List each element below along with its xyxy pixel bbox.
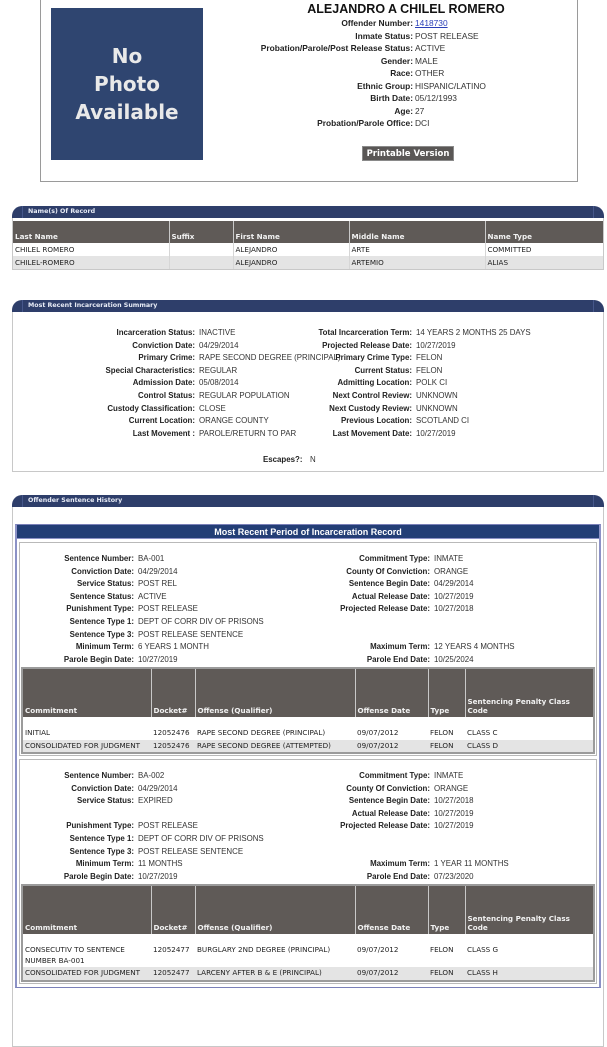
- column-header: Last Name: [13, 221, 169, 243]
- field-value: 6 YEARS 1 MONTH: [138, 642, 209, 652]
- field-label: Minimum Term:: [75, 859, 134, 869]
- field-label: Custody Classification:: [107, 403, 195, 413]
- info-field: [20, 578, 600, 591]
- field-value: POST RELEASE: [415, 30, 479, 41]
- table-cell: [169, 243, 233, 256]
- field-label: Maximum Term:: [370, 859, 430, 869]
- profile-field: [41, 30, 579, 43]
- field-value: INMATE: [434, 554, 464, 563]
- table-cell: FELON: [428, 740, 465, 753]
- info-field: [20, 783, 600, 796]
- field-value: FELON: [416, 353, 443, 363]
- profile-field: [41, 105, 579, 118]
- field-label: Admitting Location:: [337, 378, 412, 388]
- table-row: [13, 243, 603, 256]
- offense-table: [23, 886, 593, 980]
- profile-field: [41, 55, 579, 68]
- table-cell: ALEJANDRO: [233, 243, 349, 256]
- column-header: Type: [428, 669, 465, 717]
- table-cell: CONSECUTIV TO SENTENCE NUMBER BA-001: [25, 945, 125, 965]
- table-cell: 12052476: [153, 728, 190, 737]
- field-label: Sentence Begin Date:: [348, 796, 430, 806]
- field-label: Ethnic Group:: [357, 80, 413, 91]
- field-label: Offender Number:: [341, 18, 413, 28]
- field-value: 10/27/2019: [434, 808, 474, 818]
- incarceration-summary-panel: [12, 300, 604, 472]
- field-label: Primary Crime Type:: [335, 353, 412, 363]
- field-value: POST RELEASE SENTENCE: [138, 846, 244, 856]
- sentence-right-fields: [20, 553, 600, 666]
- profile-field: [41, 17, 579, 30]
- offense-row: [23, 740, 593, 753]
- field-value: ACTIVE: [415, 43, 446, 53]
- field-label: Total Incarceration Term:: [318, 328, 412, 337]
- field-value: 10/27/2019: [434, 821, 474, 831]
- field-label: Last Movement Date:: [332, 428, 412, 438]
- column-header: Offense Date: [355, 886, 428, 934]
- table-cell: FELON: [428, 967, 465, 980]
- field-label: Service Status:: [76, 579, 134, 589]
- info-field: [20, 616, 600, 629]
- offender-profile: [40, 0, 578, 182]
- field-label: Race:: [390, 68, 413, 78]
- field-label: Primary Crime:: [138, 353, 195, 363]
- info-field: [13, 340, 593, 353]
- table-cell: 09/07/2012: [357, 945, 399, 954]
- info-field: [20, 566, 600, 579]
- field-value: EXPIRED: [138, 796, 173, 806]
- info-field: [20, 629, 600, 642]
- panel-title: Offender Sentence History: [28, 497, 123, 504]
- field-value: DEPT OF CORR DIV OF PRISONS: [138, 833, 264, 843]
- names-table: [13, 221, 603, 269]
- field-value: INACTIVE: [199, 328, 236, 337]
- table-cell: 09/07/2012: [355, 967, 428, 980]
- profile-field: [41, 80, 579, 93]
- info-field: [20, 846, 600, 859]
- table-cell: BURGLARY 2ND DEGREE (PRINCIPAL): [197, 945, 331, 954]
- table-cell: CLASS G: [467, 945, 499, 954]
- field-value: PAROLE/RETURN TO PAR: [199, 428, 297, 438]
- column-header: Type: [428, 886, 465, 934]
- info-field: [13, 390, 593, 403]
- names-of-record-panel: [12, 206, 604, 270]
- table-cell: CLASS H: [465, 967, 593, 980]
- field-value: 04/29/2014: [199, 340, 239, 350]
- field-label: Inmate Status:: [355, 30, 413, 41]
- field-label: Parole Begin Date:: [63, 654, 134, 664]
- table-cell: COMMITTED: [485, 243, 603, 256]
- field-label: Last Movement :: [132, 428, 195, 438]
- panel-header: [12, 300, 604, 312]
- profile-fields: [41, 17, 579, 130]
- field-label: Commitment Type:: [359, 554, 430, 563]
- info-field: [20, 654, 600, 667]
- field-label: Sentence Number:: [64, 554, 134, 563]
- field-label: Sentence Number:: [64, 771, 134, 780]
- table-cell: CONSOLIDATED FOR JUDGMENT: [23, 967, 151, 980]
- field-label: Sentence Type 1:: [69, 833, 134, 843]
- escapes-value: N: [310, 455, 316, 464]
- incarceration-record: [15, 524, 601, 988]
- column-header: Sentencing Penalty Class Code: [465, 886, 593, 934]
- field-label: Service Status:: [76, 796, 134, 806]
- info-field: [20, 591, 600, 604]
- field-label: Gender:: [380, 55, 413, 66]
- table-cell: RAPE SECOND DEGREE (ATTEMPTED): [195, 740, 355, 753]
- info-field: [13, 365, 593, 378]
- column-header: Name Type: [485, 221, 603, 243]
- field-value: 10/27/2019: [416, 340, 456, 350]
- photo-text-line: Photo: [94, 72, 160, 96]
- field-value: DCI: [415, 118, 430, 128]
- field-label: Probation/Parole Office:: [317, 118, 413, 128]
- field-label: Parole End Date:: [366, 654, 430, 664]
- table-cell: CLASS C: [467, 728, 498, 737]
- info-field: [20, 833, 600, 846]
- offense-row: [23, 727, 593, 740]
- info-field: [13, 428, 593, 441]
- offense-row: [23, 967, 593, 980]
- field-label: Maximum Term:: [370, 642, 430, 652]
- field-value: ACTIVE: [138, 591, 167, 601]
- column-header: Commitment: [23, 886, 151, 934]
- photo-text-line: Available: [75, 100, 179, 124]
- field-label: Punishment Type:: [66, 821, 134, 831]
- table-cell: 09/07/2012: [357, 728, 399, 737]
- info-field: [20, 858, 600, 871]
- field-label: Sentence Type 3:: [69, 629, 134, 639]
- sentence-record: [19, 759, 597, 984]
- column-header: Offense (Qualifier): [195, 886, 355, 934]
- sentence-fields: [20, 760, 596, 884]
- info-field: [20, 641, 600, 654]
- table-cell: RAPE SECOND DEGREE (PRINCIPAL): [197, 728, 326, 737]
- profile-field: [41, 117, 579, 130]
- field-label: Incarceration Status:: [116, 328, 195, 337]
- panel-title: Name(s) Of Record: [28, 208, 96, 215]
- table-cell: LARCENY AFTER B & E (PRINCIPAL): [195, 967, 355, 980]
- field-label: County Of Conviction:: [346, 783, 430, 793]
- panel-title: Most Recent Incarceration Summary: [28, 302, 158, 309]
- table-cell: ARTE: [349, 243, 485, 256]
- field-value: POLK CI: [416, 378, 448, 388]
- table-cell: FELON: [430, 945, 454, 954]
- printable-version-button[interactable]: Printable Version: [362, 146, 454, 161]
- info-field: [13, 403, 593, 416]
- field-value: UNKNOWN: [416, 403, 458, 413]
- field-label: Sentence Type 1:: [69, 616, 134, 626]
- info-field: [13, 352, 593, 365]
- field-value: 10/25/2024: [434, 654, 474, 664]
- field-value: 04/29/2014: [434, 579, 474, 589]
- field-value: REGULAR POPULATION: [199, 390, 290, 400]
- table-cell: 12052477: [151, 967, 195, 980]
- table-row: [13, 256, 603, 269]
- field-label: Previous Location:: [340, 416, 412, 426]
- field-label: Conviction Date:: [132, 340, 195, 350]
- table-cell: CLASS D: [465, 740, 593, 753]
- info-field: [13, 377, 593, 390]
- field-value: 10/27/2018: [434, 796, 474, 806]
- table-cell: ARTEMIO: [349, 256, 485, 269]
- field-label: Next Control Review:: [332, 390, 412, 400]
- field-value: ORANGE: [434, 783, 469, 793]
- offense-table: [23, 669, 593, 752]
- info-field: [13, 327, 593, 340]
- table-cell: 12052476: [151, 740, 195, 753]
- field-label: Conviction Date:: [71, 566, 134, 576]
- field-value: 10/27/2019: [434, 591, 474, 601]
- field-value: OTHER: [415, 68, 445, 78]
- panel-header: [12, 495, 604, 507]
- escapes-field: [13, 454, 593, 467]
- field-label: Probation/Parole/Post Release Status:: [260, 43, 413, 53]
- table-cell: 09/07/2012: [355, 740, 428, 753]
- record-title: Most Recent Period of Incarceration Record: [17, 525, 599, 539]
- photo-text-line: No: [111, 44, 143, 68]
- field-label: Sentence Type 3:: [69, 846, 134, 856]
- field-label: Actual Release Date:: [351, 808, 430, 818]
- column-header: Offense Date: [355, 669, 428, 717]
- column-header: Offense (Qualifier): [195, 669, 355, 717]
- field-label: Control Status:: [138, 390, 195, 400]
- field-value: 1 YEAR 11 MONTHS: [434, 859, 509, 869]
- profile-field: [41, 92, 579, 105]
- field-label: Current Location:: [128, 416, 195, 426]
- field-value: REGULAR: [199, 365, 238, 375]
- field-label: Projected Release Date:: [340, 821, 430, 831]
- field-value: BA-002: [138, 771, 165, 780]
- field-label: Sentence Begin Date:: [348, 579, 430, 589]
- field-value: SCOTLAND CI: [416, 416, 470, 426]
- column-header: Suffix: [169, 221, 233, 243]
- table-cell: INITIAL: [25, 728, 51, 737]
- field-value: DEPT OF CORR DIV OF PRISONS: [138, 616, 264, 626]
- field-value: POST RELEASE SENTENCE: [138, 629, 244, 639]
- field-value: 10/27/2019: [138, 654, 178, 664]
- field-label: Admission Date:: [132, 378, 195, 388]
- column-header: First Name: [233, 221, 349, 243]
- table-cell: FELON: [430, 728, 454, 737]
- field-value: ORANGE COUNTY: [199, 416, 269, 426]
- field-label: Age:: [394, 105, 413, 116]
- field-value: 27: [415, 105, 425, 116]
- offense-row: [23, 944, 593, 967]
- field-label: Sentence Status:: [69, 591, 134, 601]
- sentence-fields: [20, 543, 596, 667]
- table-cell: CHILEL-ROMERO: [13, 256, 169, 269]
- field-value: INMATE: [434, 771, 464, 780]
- field-value: 12 YEARS 4 MONTHS: [434, 642, 515, 652]
- field-value: 04/29/2014: [138, 783, 178, 793]
- table-cell: CHILEL ROMERO: [15, 245, 75, 254]
- field-value: BA-001: [138, 554, 165, 563]
- column-header: Middle Name: [349, 221, 485, 243]
- info-field: [20, 871, 600, 884]
- field-label: Minimum Term:: [75, 642, 134, 652]
- field-label: Conviction Date:: [71, 783, 134, 793]
- field-label: Special Characteristics:: [105, 365, 195, 375]
- profile-field: [41, 67, 579, 80]
- panel-header: [12, 206, 604, 218]
- field-value: HISPANIC/LATINO: [415, 80, 486, 91]
- field-label: Actual Release Date:: [351, 591, 430, 601]
- field-value: 07/23/2020: [434, 871, 474, 881]
- field-value: MALE: [415, 55, 438, 66]
- field-value: RAPE SECOND DEGREE (PRINCIPAL): [199, 353, 341, 363]
- field-value: POST RELEASE: [138, 821, 198, 831]
- column-header: Docket#: [151, 669, 195, 717]
- offender-name: ALEJANDRO A CHILEL ROMERO: [307, 2, 505, 16]
- field-value: 10/27/2018: [434, 604, 474, 614]
- table-cell: 12052477: [153, 945, 190, 954]
- escapes-label: Escapes?:: [263, 455, 303, 464]
- field-value: 04/29/2014: [138, 566, 178, 576]
- info-field: [13, 415, 593, 428]
- field-value: 10/27/2019: [138, 871, 178, 881]
- offender-number-link[interactable]: 1418730: [415, 18, 448, 28]
- field-value: [415, 17, 448, 30]
- table-cell: [169, 256, 233, 269]
- field-value: 05/08/2014: [199, 378, 239, 388]
- info-field: [20, 603, 600, 616]
- summary-right-fields: [13, 327, 593, 440]
- field-value: 14 YEARS 2 MONTHS 25 DAYS: [416, 328, 531, 337]
- field-label: County Of Conviction:: [346, 566, 430, 576]
- field-value: 10/27/2019: [416, 428, 456, 438]
- sentence-right-fields: [20, 770, 600, 883]
- field-value: FELON: [416, 365, 443, 375]
- table-cell: ALIAS: [485, 256, 603, 269]
- field-label: Current Status:: [354, 365, 412, 375]
- field-label: Projected Release Date:: [340, 604, 430, 614]
- field-label: Punishment Type:: [66, 604, 134, 614]
- column-header: Docket#: [151, 886, 195, 934]
- table-cell: ALEJANDRO: [233, 256, 349, 269]
- profile-field: [41, 42, 579, 55]
- field-value: UNKNOWN: [416, 390, 458, 400]
- field-label: Parole Begin Date:: [63, 871, 134, 881]
- info-field: [20, 808, 600, 821]
- field-label: Birth Date:: [370, 93, 413, 103]
- field-value: 05/12/1993: [415, 93, 457, 103]
- table-cell: CONSOLIDATED FOR JUDGMENT: [23, 740, 151, 753]
- column-header: Sentencing Penalty Class Code: [465, 669, 593, 717]
- info-field: [20, 795, 600, 808]
- field-label: Commitment Type:: [359, 771, 430, 780]
- field-value: ORANGE: [434, 566, 469, 576]
- sentence-history-panel: [12, 495, 604, 1047]
- field-label: Next Custody Review:: [329, 403, 412, 413]
- field-value: POST RELEASE: [138, 604, 198, 614]
- field-label: Projected Release Date:: [322, 340, 412, 350]
- field-value: POST REL: [138, 579, 177, 589]
- info-field: [20, 553, 600, 566]
- column-header: Commitment: [23, 669, 151, 717]
- info-field: [20, 820, 600, 833]
- field-value: 11 MONTHS: [138, 859, 183, 869]
- info-field: [20, 770, 600, 783]
- field-label: Parole End Date:: [366, 871, 430, 881]
- field-value: CLOSE: [199, 403, 226, 413]
- sentence-record: [19, 542, 597, 756]
